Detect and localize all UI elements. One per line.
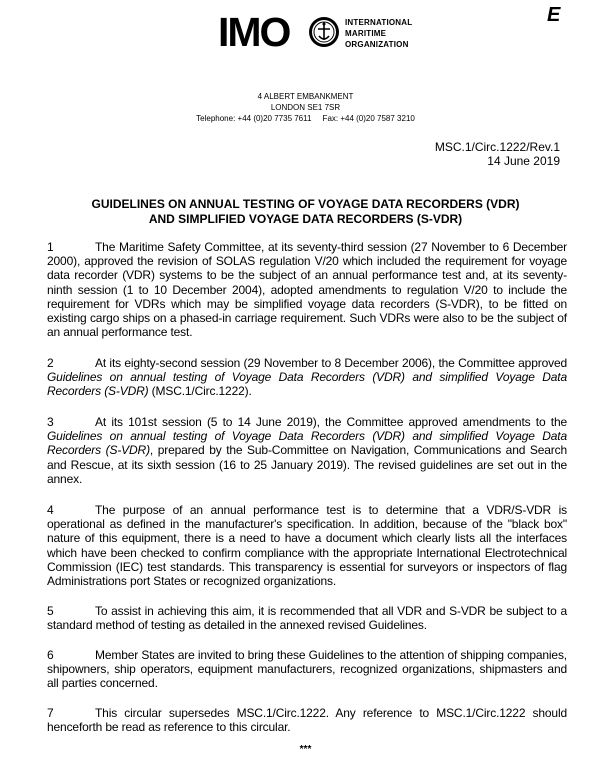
paragraph-number: 7 <box>47 706 54 720</box>
paragraph-5 <box>47 604 567 632</box>
paragraph-text: At its eighty-second session (29 November to 8 December 2006), the Committee approved <box>95 356 567 370</box>
paragraph-3 <box>47 415 567 486</box>
organization-name: INTERNATIONAL MARITIME ORGANIZATION <box>345 18 413 49</box>
circular-reference: MSC.1/Circ.1222/Rev.1 <box>434 140 560 154</box>
logo-letters: IMO <box>218 9 290 55</box>
paragraph-text-end: (MSC.1/Circ.1222). <box>148 384 252 399</box>
paragraph-text: At its 101st session (5 to 14 June 2019), the Committee approved amendments to the <box>95 415 567 429</box>
circular-date: 14 June 2019 <box>487 154 560 168</box>
section-separator: *** <box>299 744 312 755</box>
paragraph-text: Member States are invited to bring these Guidelines to the attention of shipping companies, shipowners, ship operators, equipment manufacturers, recognized organizations, shipmasters and all parties concerned. <box>47 648 567 691</box>
address-line-2: LONDON SE1 7SR <box>270 103 341 112</box>
imo-logo <box>218 9 418 55</box>
guidelines-title-italic: Guidelines on annual testing of Voyage Data Recorders (VDR) and simplified Voyage Data Recorders (S-VDR) <box>47 429 567 458</box>
language-code: E <box>547 4 561 26</box>
paragraph-text: To assist in achieving this aim, it is recommended that all VDR and S-VDR be subject to a standard method of testing as detailed in the annexed revised Guidelines. <box>47 604 567 633</box>
paragraph-text-end: , prepared by the Sub-Committee on Navigation, Communications and Search and Rescue, at its sixth session (16 to 25 January 2019). The revised guidelines are set out in the annex. <box>47 443 568 486</box>
paragraph-text: This circular supersedes MSC.1/Circ.1222. Any reference to MSC.1/Circ.1222 should henceforth be read as reference to this circular. <box>47 706 567 735</box>
paragraph-number: 1 <box>47 240 54 254</box>
paragraph-6 <box>47 648 567 691</box>
paragraph-number: 2 <box>47 356 54 370</box>
paragraph-number: 5 <box>47 604 54 618</box>
guidelines-title-italic: Guidelines on annual testing of Voyage Data Recorders (VDR) and simplified Voyage Data Recorders (S-VDR) <box>47 370 567 399</box>
address-line-1: 4 ALBERT EMBANKMENT <box>257 92 354 101</box>
paragraph-4 <box>47 503 567 588</box>
imo-emblem-icon <box>308 16 340 48</box>
paragraph-text: The purpose of an annual performance test is to determine that a VDR/S-VDR is operational as defined in the manufacturer's specification. In addition, because of the "black box" nature of this equipment, there is a need to have a document which clearly lists all the interfaces which have been checked to confirm compliance with the appropriate International Electrotechnical Commission (IEC) test standards. This transparency is essential for surveyors or inspectors of flag Administrations port States or recognized organizations. <box>47 503 567 589</box>
contact-line: Telephone: +44 (0)20 7735 7611 Fax: +44 (0)20 7587 3210 <box>196 114 415 123</box>
paragraph-1 <box>47 240 567 339</box>
paragraph-2 <box>47 356 567 399</box>
document-title-line-1: GUIDELINES ON ANNUAL TESTING OF VOYAGE DATA RECORDERS (VDR) <box>91 197 520 211</box>
paragraph-7 <box>47 706 567 734</box>
paragraph-number: 6 <box>47 648 54 662</box>
paragraph-number: 4 <box>47 503 54 517</box>
document-title-line-2: AND SIMPLIFIED VOYAGE DATA RECORDERS (S-VDR) <box>148 212 463 226</box>
paragraph-text: The Maritime Safety Committee, at its seventy-third session (27 November to 6 December 2000), approved the revision of SOLAS regulation V/20 which included the requirement for voyage data recorder (VDR) systems to be the subject of an annual performance test and, at its seventy-ninth session (1 to 10 December 2004), adopted amendments to regulation V/20 to include the requirement for VDRs which may be simplified voyage data recorders (S-VDR), to be fitted on existing cargo ships on a phased-in carriage requirement. Such VDRs were also to be the subject of an annual performance test. <box>47 240 567 340</box>
paragraph-number: 3 <box>47 415 54 429</box>
